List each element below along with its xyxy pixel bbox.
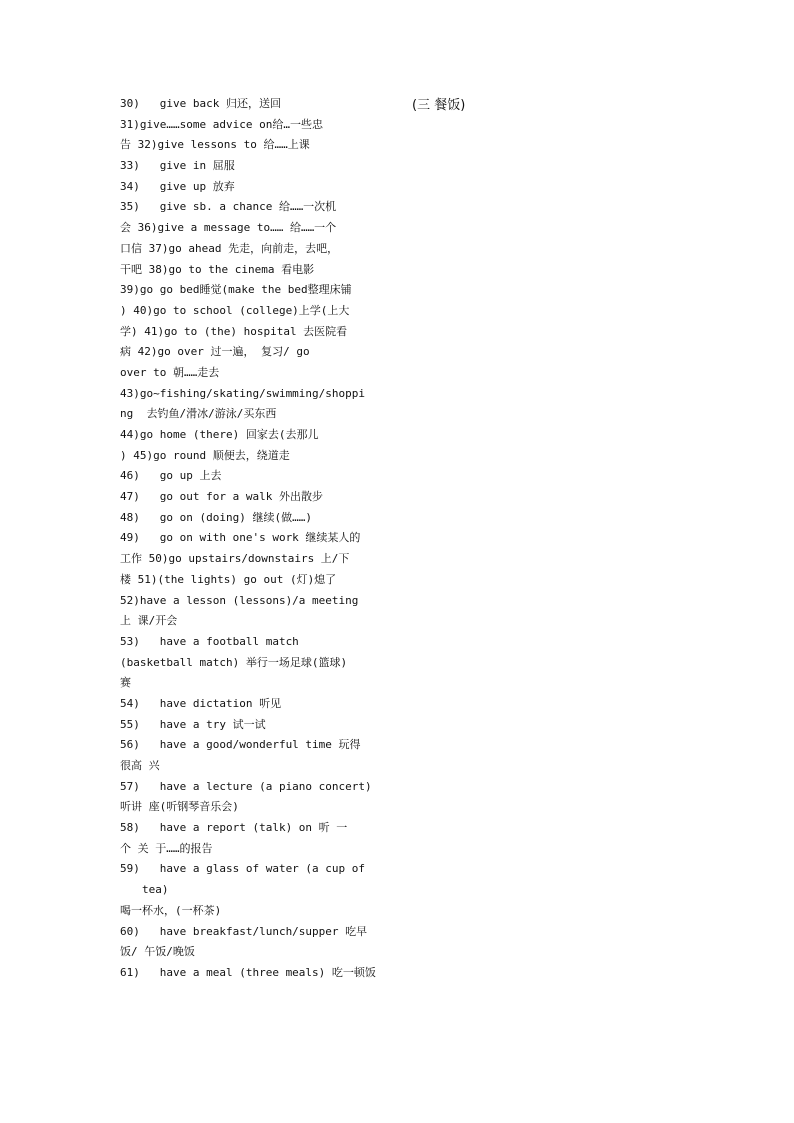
phrase-line: 54) have dictation 听见 bbox=[120, 696, 282, 710]
phrase-line: 赛 bbox=[120, 676, 131, 690]
phrase-line: 46) go up 上去 bbox=[120, 469, 222, 483]
phrase-line: 55) have a try 试一试 bbox=[120, 717, 266, 731]
phrase-line: 53) have a football match bbox=[120, 634, 299, 648]
phrase-line: 43)go~fishing/skating/swimming/shoppi bbox=[120, 386, 366, 400]
phrase-line: 会 36)give a message to…… 给……一个 bbox=[120, 221, 337, 235]
phrase-line: 48) go on (doing) 继续(做……) bbox=[120, 510, 312, 524]
phrase-line: 59) have a glass of water (a cup of bbox=[120, 862, 366, 876]
phrase-line: 31)give……some advice on给…一些忠 bbox=[120, 117, 323, 131]
phrase-line: 上 课/开会 bbox=[120, 614, 178, 628]
phrase-line: 听讲 座(听钢琴音乐会) bbox=[120, 800, 239, 814]
phrase-line: 34) give up 放弃 bbox=[120, 179, 235, 193]
phrase-line: 楼 51)(the lights) go out (灯)熄了 bbox=[120, 572, 337, 586]
phrase-line: ) 40)go to school (college)上学(上大 bbox=[120, 303, 350, 317]
phrase-line: 56) have a good/wonderful time 玩得 bbox=[120, 738, 361, 752]
phrase-line: 61) have a meal (three meals) 吃一顿饭 bbox=[120, 965, 376, 979]
phrase-line: 学) 41)go to (the) hospital 去医院看 bbox=[120, 324, 348, 338]
phrase-line: ng 去钓鱼/滑冰/游泳/买东西 bbox=[120, 407, 277, 421]
phrase-line: ) 45)go round 顺便去，绕道走 bbox=[120, 448, 290, 462]
phrase-line: 告 32)give lessons to 给……上课 bbox=[120, 138, 310, 152]
phrase-line: 58) have a report (talk) on 听 一 bbox=[120, 821, 348, 835]
phrase-line: 60) have breakfast/lunch/supper 吃早 bbox=[120, 924, 368, 938]
phrase-line: 47) go out for a walk 外出散步 bbox=[120, 490, 323, 504]
phrase-line: 52)have a lesson (lessons)/a meeting bbox=[120, 593, 359, 607]
phrase-line: 30) give back 归还，送回 bbox=[120, 97, 281, 110]
phrase-line: 病 42)go over 过一遍， 复习/ go bbox=[120, 345, 310, 359]
phrase-line: over to 朝……走去 bbox=[120, 365, 220, 379]
phrase-line: 57) have a lecture (a piano concert) bbox=[120, 779, 372, 793]
side-note: (三 餐饭) bbox=[412, 98, 466, 113]
phrase-line: 口信 37)go ahead 先走，向前走，去吧， bbox=[120, 241, 339, 255]
phrase-line: 49) go on with one's work 继续某人的 bbox=[120, 531, 361, 545]
phrase-line: 35) give sb. a chance 给……一次机 bbox=[120, 200, 337, 214]
phrase-line: 饭/ 午饭/晚饭 bbox=[120, 945, 195, 959]
phrase-line: 39)go go bed睡觉(make the bed整理床铺 bbox=[120, 283, 352, 297]
phrase-line: 个 关 于……的报告 bbox=[120, 841, 213, 855]
phrase-line: 喝一杯水，(一杯茶) bbox=[120, 903, 222, 917]
phrase-line: 干吧 38)go to the cinema 看电影 bbox=[120, 262, 315, 276]
phrase-line: 工作 50)go upstairs/downstairs 上/下 bbox=[120, 552, 350, 566]
phrase-list bbox=[120, 94, 390, 984]
phrase-line: tea) bbox=[142, 883, 169, 897]
phrase-line: 44)go home (there) 回家去(去那儿 bbox=[120, 428, 319, 441]
phrase-line: 33) give in 屈服 bbox=[120, 159, 235, 173]
phrase-line: 很高 兴 bbox=[120, 759, 160, 772]
phrase-line: (basketball match) 举行一场足球(篮球) bbox=[120, 655, 348, 669]
